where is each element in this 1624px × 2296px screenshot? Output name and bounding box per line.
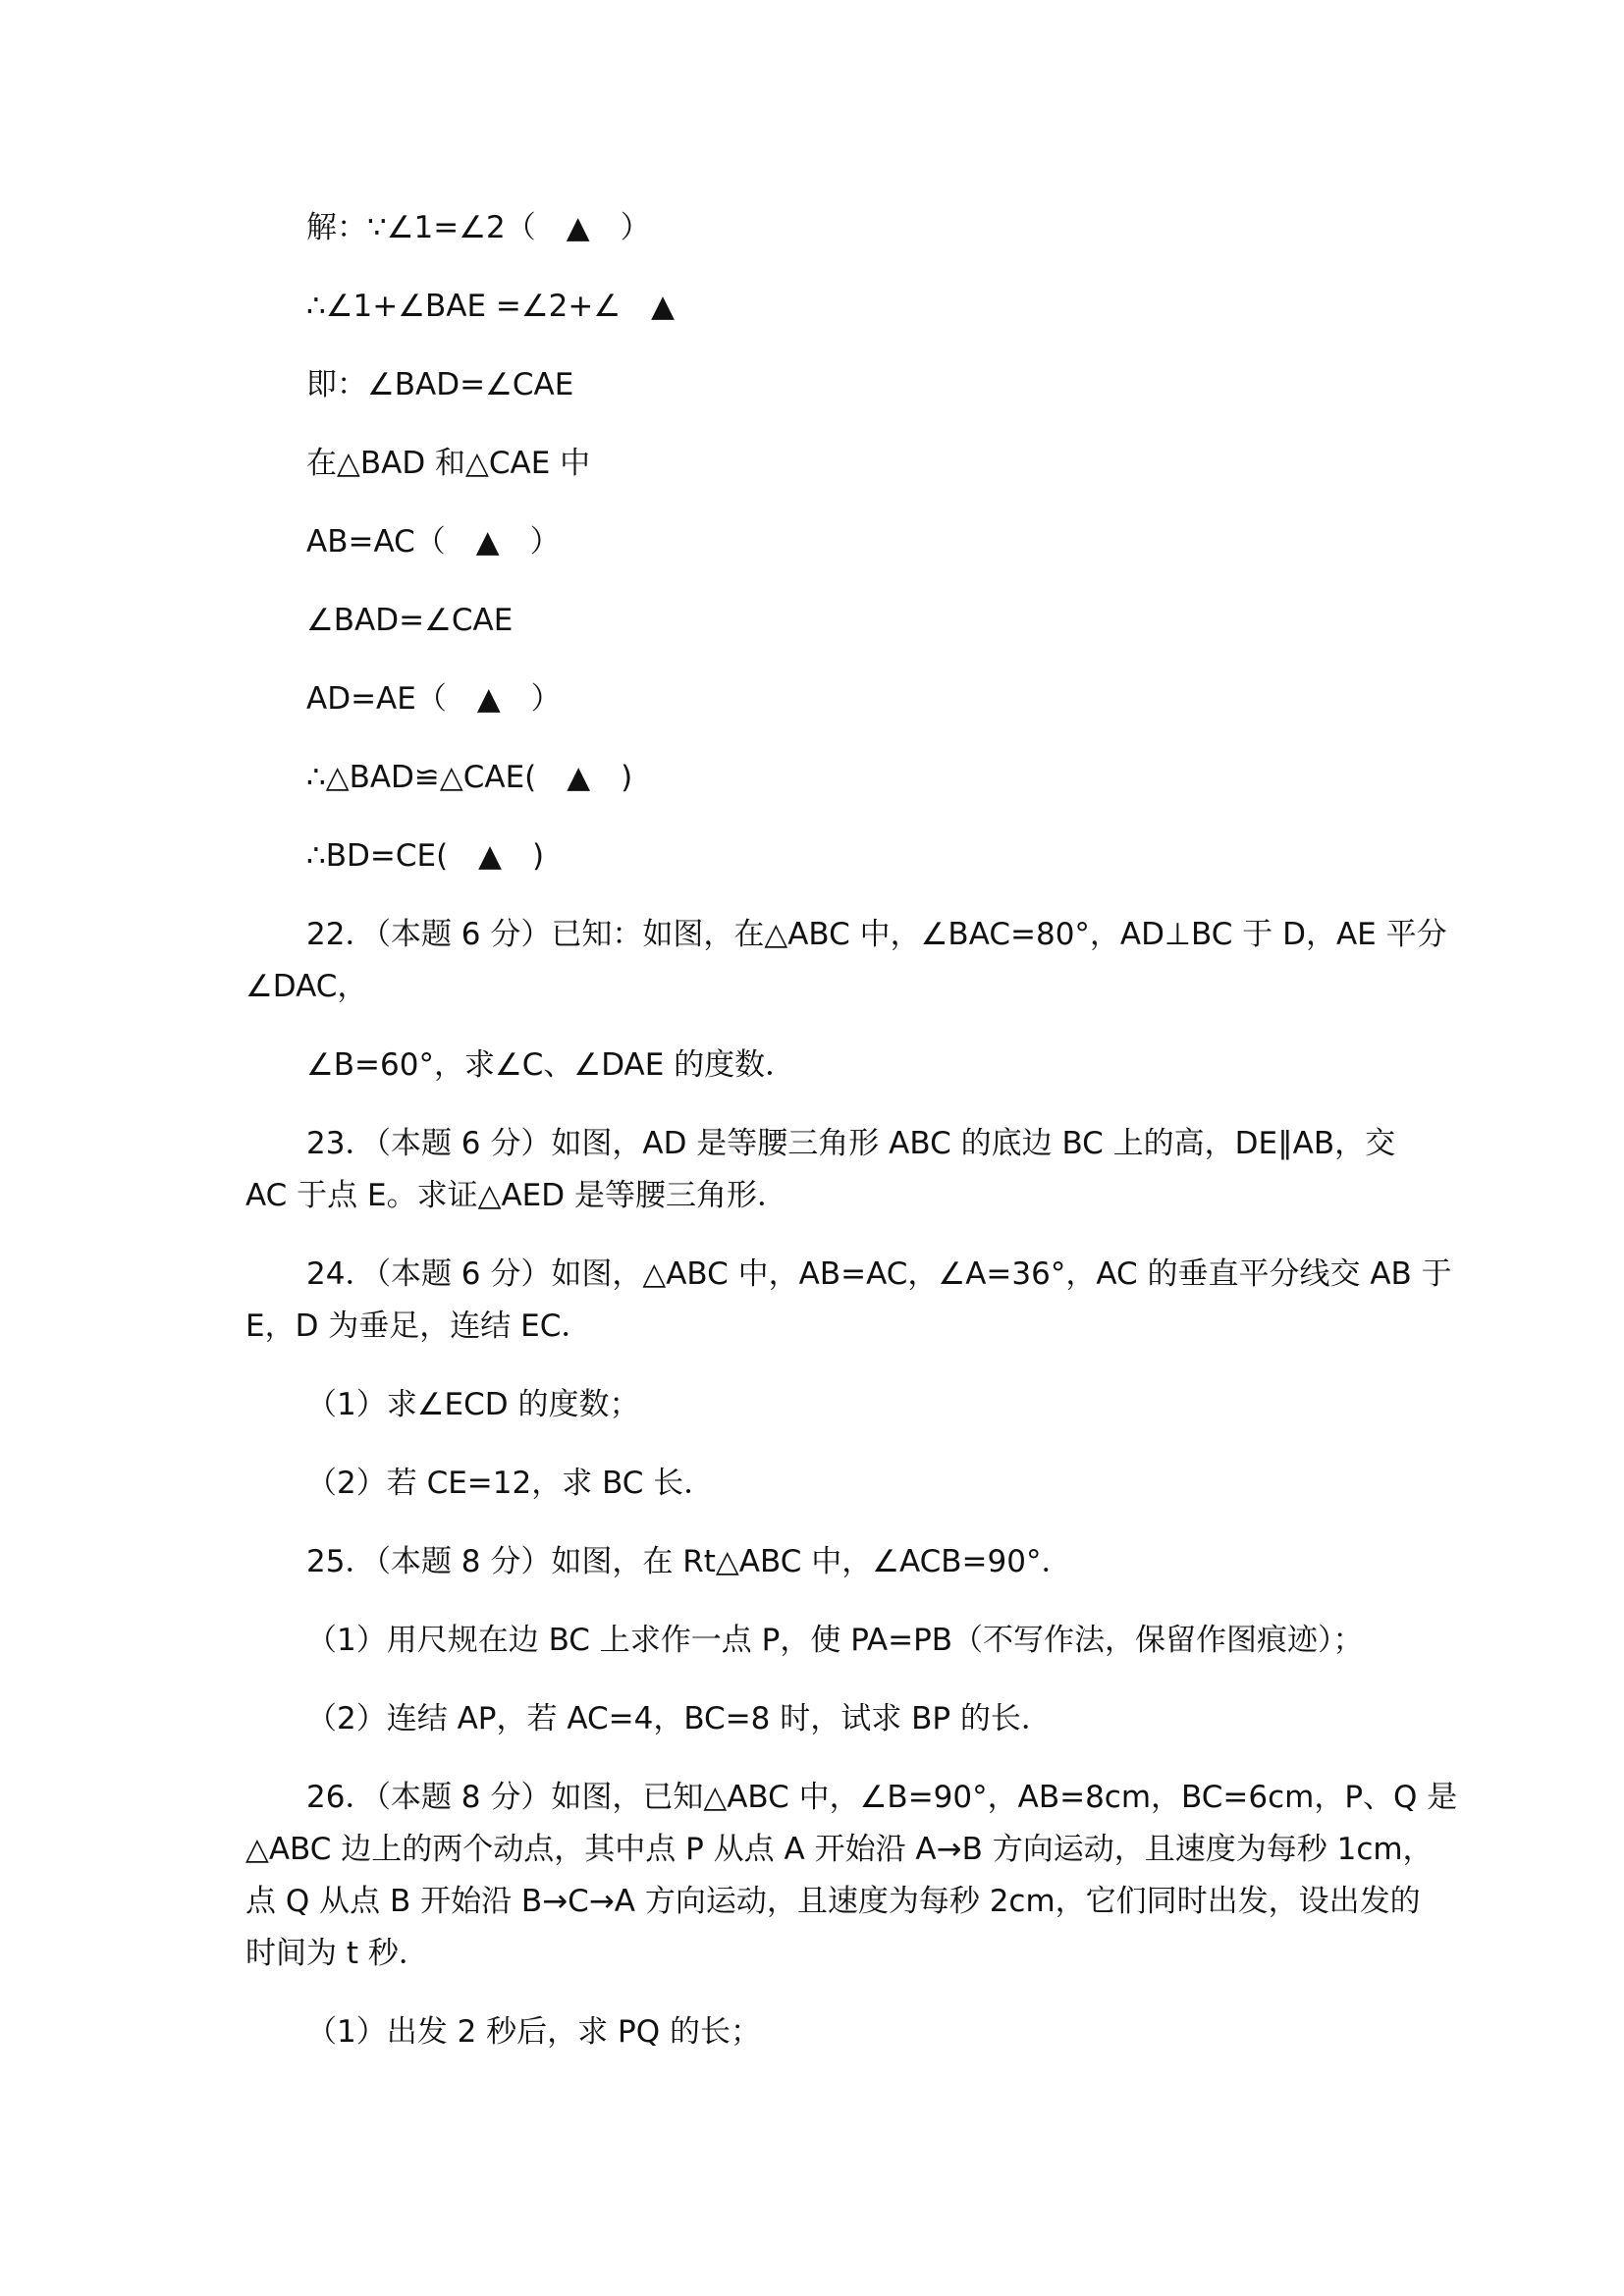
q24-line-2: E，D 为垂足，连结 EC． <box>245 1308 592 1344</box>
proof-line-1: 解：∵∠1=∠2（ ▲ ） <box>306 210 651 245</box>
proof-line-4: 在△BAD 和△CAE 中 <box>306 446 591 481</box>
proof-line-9: ∴BD=CE( ▲ ) <box>306 838 545 874</box>
q23-line-1: 23．（本题 6 分）如图，AD 是等腰三角形 ABC 的底边 BC 上的高，DE∥AB，交 <box>306 1126 1396 1161</box>
q26-line-2: △ABC 边上的两个动点，其中点 P 从点 A 开始沿 A→B 方向运动，且速度为每秒 1cm， <box>245 1832 1434 1867</box>
proof-line-6: ∠BAD=∠CAE <box>306 603 514 638</box>
proof-line-2: ∴∠1+∠BAE =∠2+∠ ▲ <box>306 289 676 324</box>
q25-part-1: （1）用尺规在边 BC 上求作一点 P，使 PA=PB（不写作法，保留作图痕迹）； <box>306 1623 1364 1658</box>
q22-line-1: 22．（本题 6 分）已知：如图，在△ABC 中，∠BAC=80°，AD⊥BC 于 D，AE 平分 <box>306 917 1447 952</box>
q24-line-1: 24．（本题 6 分）如图，△ABC 中，AB=AC，∠A=36°，AC 的垂直平分线交 AB 于 <box>306 1256 1452 1292</box>
q26-line-3: 点 Q 从点 B 开始沿 B→C→A 方向运动，且速度为每秒 2cm，它们同时出发，设出发的 <box>245 1884 1421 1919</box>
proof-line-3: 即：∠BAD=∠CAE <box>306 367 574 402</box>
q26-line-4: 时间为 t 秒． <box>245 1936 429 1971</box>
q24-part-1: （1）求∠ECD 的度数； <box>306 1387 640 1422</box>
q26-line-1: 26．（本题 8 分）如图，已知△ABC 中，∠B=90°，AB=8cm，BC=6cm，P、Q 是 <box>306 1780 1458 1815</box>
proof-line-5: AB=AC（ ▲ ） <box>306 524 561 560</box>
q24-part-2: （2）若 CE=12，求 BC 长． <box>306 1466 715 1501</box>
proof-line-8: ∴△BAD≌△CAE( ▲ ) <box>306 760 633 795</box>
proof-line-7: AD=AE（ ▲ ） <box>306 681 562 717</box>
q26-part-1: （1）出发 2 秒后，求 PQ 的长； <box>306 2014 761 2050</box>
q23-line-2: AC 于点 E。求证△AED 是等腰三角形． <box>245 1178 787 1213</box>
q22-line-3: ∠B=60°，求∠C、∠DAE 的度数． <box>306 1047 796 1083</box>
q22-line-2: ∠DAC， <box>245 969 368 1004</box>
q25-part-2: （2）连结 AP，若 AC=4，BC=8 时，试求 BP 的长． <box>306 1701 1052 1736</box>
q25-line-1: 25．（本题 8 分）如图，在 Rt△ABC 中，∠ACB=90°． <box>306 1544 1072 1579</box>
